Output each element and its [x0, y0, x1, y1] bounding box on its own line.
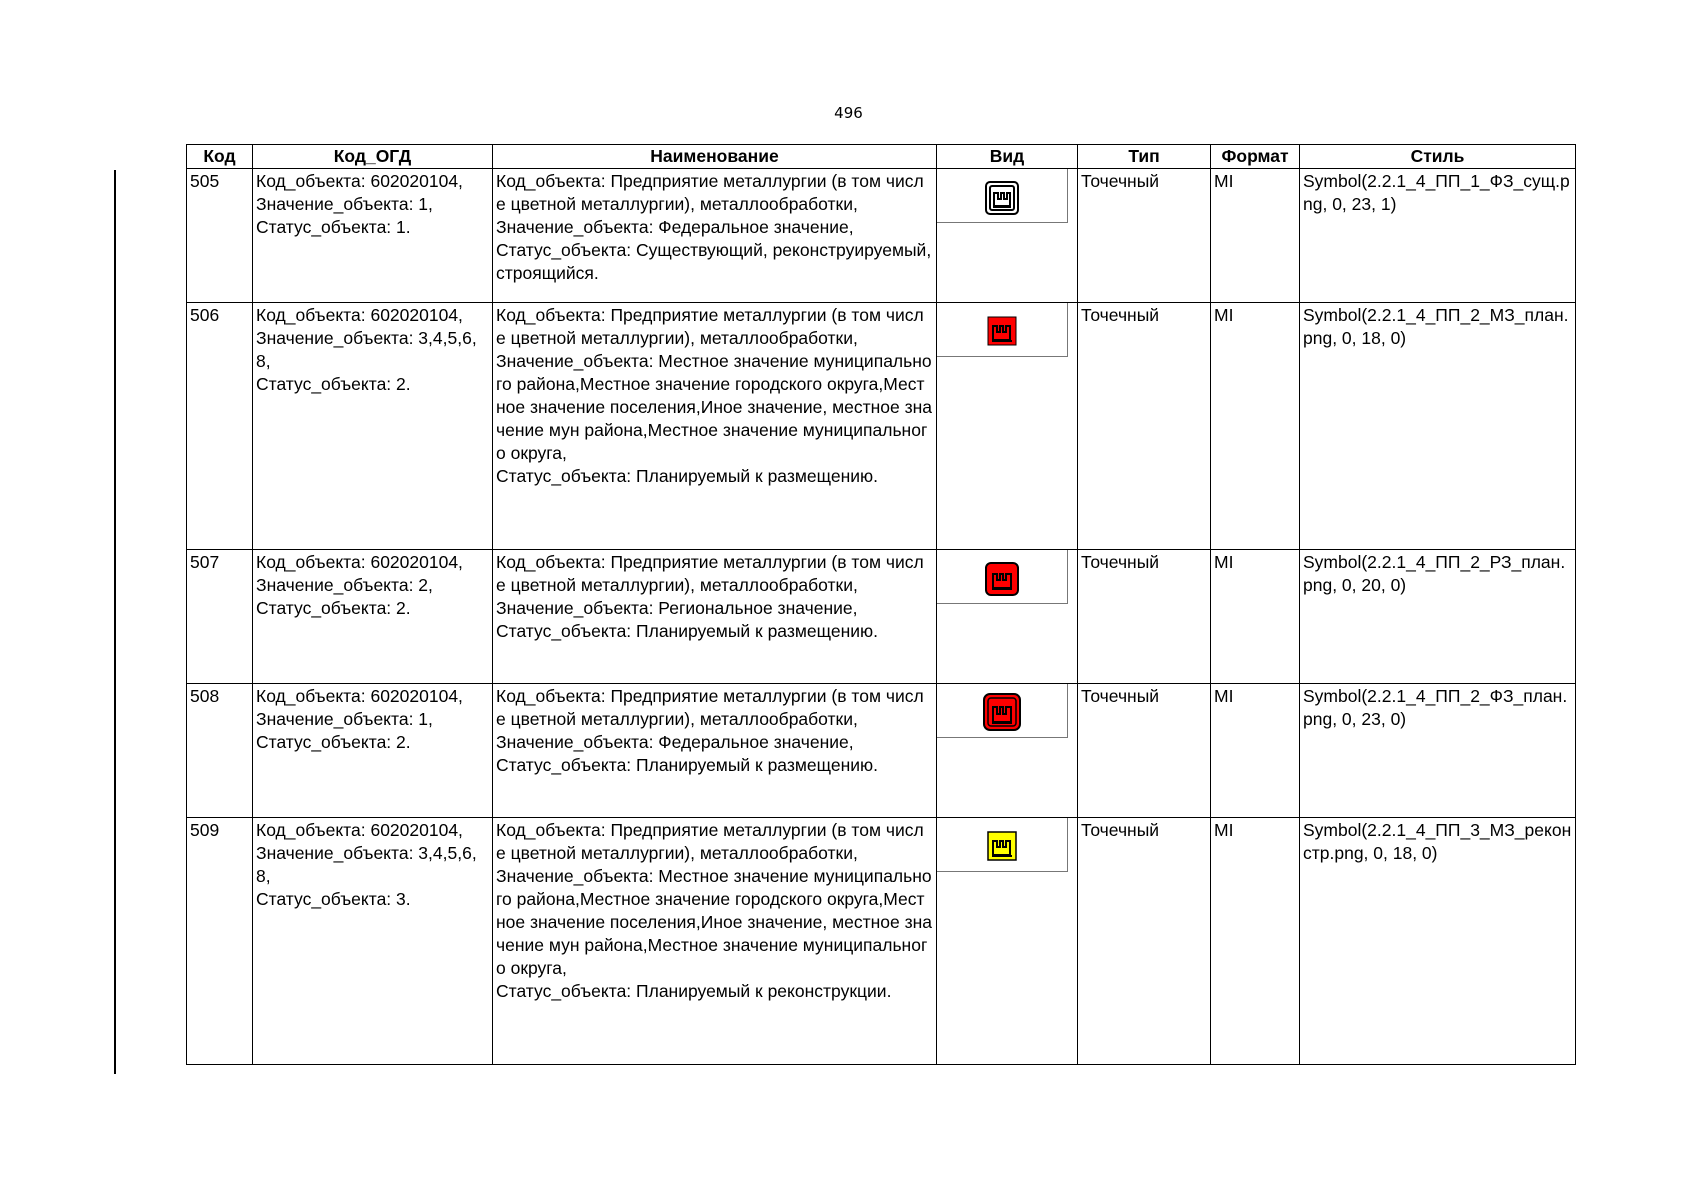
cell-tip: Точечный: [1078, 818, 1211, 1065]
cell-kod: 506: [187, 303, 253, 550]
margin-line: [114, 170, 116, 1074]
cell-kod-ogd: Код_объекта: 602020104, Значение_объекта: 1, Статус_объекта: 1.: [253, 169, 493, 303]
table-row: [187, 303, 1576, 550]
cell-name: Код_объекта: Предприятие металлургии (в том числе цветной металлургии), металлообработки, Значение_объекта: Федеральное значение, Статус_объекта: Существующий, реконструируемый, строящийся.: [493, 169, 937, 303]
factory-federal-planned-icon: [983, 693, 1021, 731]
header-style: Стиль: [1300, 145, 1576, 169]
factory-federal-existing-icon: [985, 181, 1019, 215]
cell-kod: 505: [187, 169, 253, 303]
cell-style: Symbol(2.2.1_4_ПП_1_ФЗ_сущ.png, 0, 23, 1): [1300, 169, 1576, 303]
cell-tip: Точечный: [1078, 550, 1211, 684]
symbol-registry-table: [186, 144, 1576, 1065]
page-number: 496: [834, 104, 863, 122]
factory-local-planned-icon: [987, 316, 1017, 346]
cell-kod-ogd: Код_объекта: 602020104, Значение_объекта: 1, Статус_объекта: 2.: [253, 684, 493, 818]
cell-format: MI: [1211, 550, 1300, 684]
table-row: [187, 169, 1576, 303]
header-name: Наименование: [493, 145, 937, 169]
cell-tip: Точечный: [1078, 684, 1211, 818]
cell-kod-ogd: Код_объекта: 602020104, Значение_объекта: 3,4,5,6,8, Статус_объекта: 3.: [253, 818, 493, 1065]
header-kod: Код: [187, 145, 253, 169]
header-format: Формат: [1211, 145, 1300, 169]
cell-kod-ogd: Код_объекта: 602020104, Значение_объекта: 2, Статус_объекта: 2.: [253, 550, 493, 684]
cell-style: Symbol(2.2.1_4_ПП_2_ФЗ_план.png, 0, 23, 0): [1300, 684, 1576, 818]
cell-kod: 509: [187, 818, 253, 1065]
cell-format: MI: [1211, 818, 1300, 1065]
cell-tip: Точечный: [1078, 169, 1211, 303]
cell-kod: 507: [187, 550, 253, 684]
cell-kod-ogd: Код_объекта: 602020104, Значение_объекта: 3,4,5,6,8, Статус_объекта: 2.: [253, 303, 493, 550]
table-header-row: [187, 145, 1576, 169]
cell-vid: [937, 818, 1078, 1065]
cell-vid: [937, 303, 1078, 550]
cell-name: Код_объекта: Предприятие металлургии (в том числе цветной металлургии), металлообработки, Значение_объекта: Местное значение муниципального района,Местное значение городского округа,Местное значение поселения,Иное значение, местное значение мун района,Местное значение муниципального округа, Статус_объекта: Планируемый к размещению.: [493, 303, 937, 550]
table-row: [187, 684, 1576, 818]
header-vid: Вид: [937, 145, 1078, 169]
cell-style: Symbol(2.2.1_4_ПП_2_МЗ_план.png, 0, 18, 0): [1300, 303, 1576, 550]
cell-tip: Точечный: [1078, 303, 1211, 550]
cell-name: Код_объекта: Предприятие металлургии (в том числе цветной металлургии), металлообработки, Значение_объекта: Региональное значение, Статус_объекта: Планируемый к размещению.: [493, 550, 937, 684]
cell-name: Код_объекта: Предприятие металлургии (в том числе цветной металлургии), металлообработки, Значение_объекта: Федеральное значение, Статус_объекта: Планируемый к размещению.: [493, 684, 937, 818]
cell-kod: 508: [187, 684, 253, 818]
table-row: [187, 550, 1576, 684]
cell-style: Symbol(2.2.1_4_ПП_2_РЗ_план.png, 0, 20, 0): [1300, 550, 1576, 684]
cell-vid: [937, 169, 1078, 303]
factory-local-reconstruction-icon: [987, 831, 1017, 861]
header-tip: Тип: [1078, 145, 1211, 169]
cell-format: MI: [1211, 303, 1300, 550]
cell-style: Symbol(2.2.1_4_ПП_3_МЗ_реконстр.png, 0, 18, 0): [1300, 818, 1576, 1065]
cell-format: MI: [1211, 169, 1300, 303]
cell-name: Код_объекта: Предприятие металлургии (в том числе цветной металлургии), металлообработки, Значение_объекта: Местное значение муниципального района,Местное значение городского округа,Местное значение поселения,Иное значение, местное значение мун района,Местное значение муниципального округа, Статус_объекта: Планируемый к реконструкции.: [493, 818, 937, 1065]
factory-regional-planned-icon: [985, 562, 1019, 596]
table-row: [187, 818, 1576, 1065]
header-kod-ogd: Код_ОГД: [253, 145, 493, 169]
cell-vid: [937, 684, 1078, 818]
cell-vid: [937, 550, 1078, 684]
cell-format: MI: [1211, 684, 1300, 818]
